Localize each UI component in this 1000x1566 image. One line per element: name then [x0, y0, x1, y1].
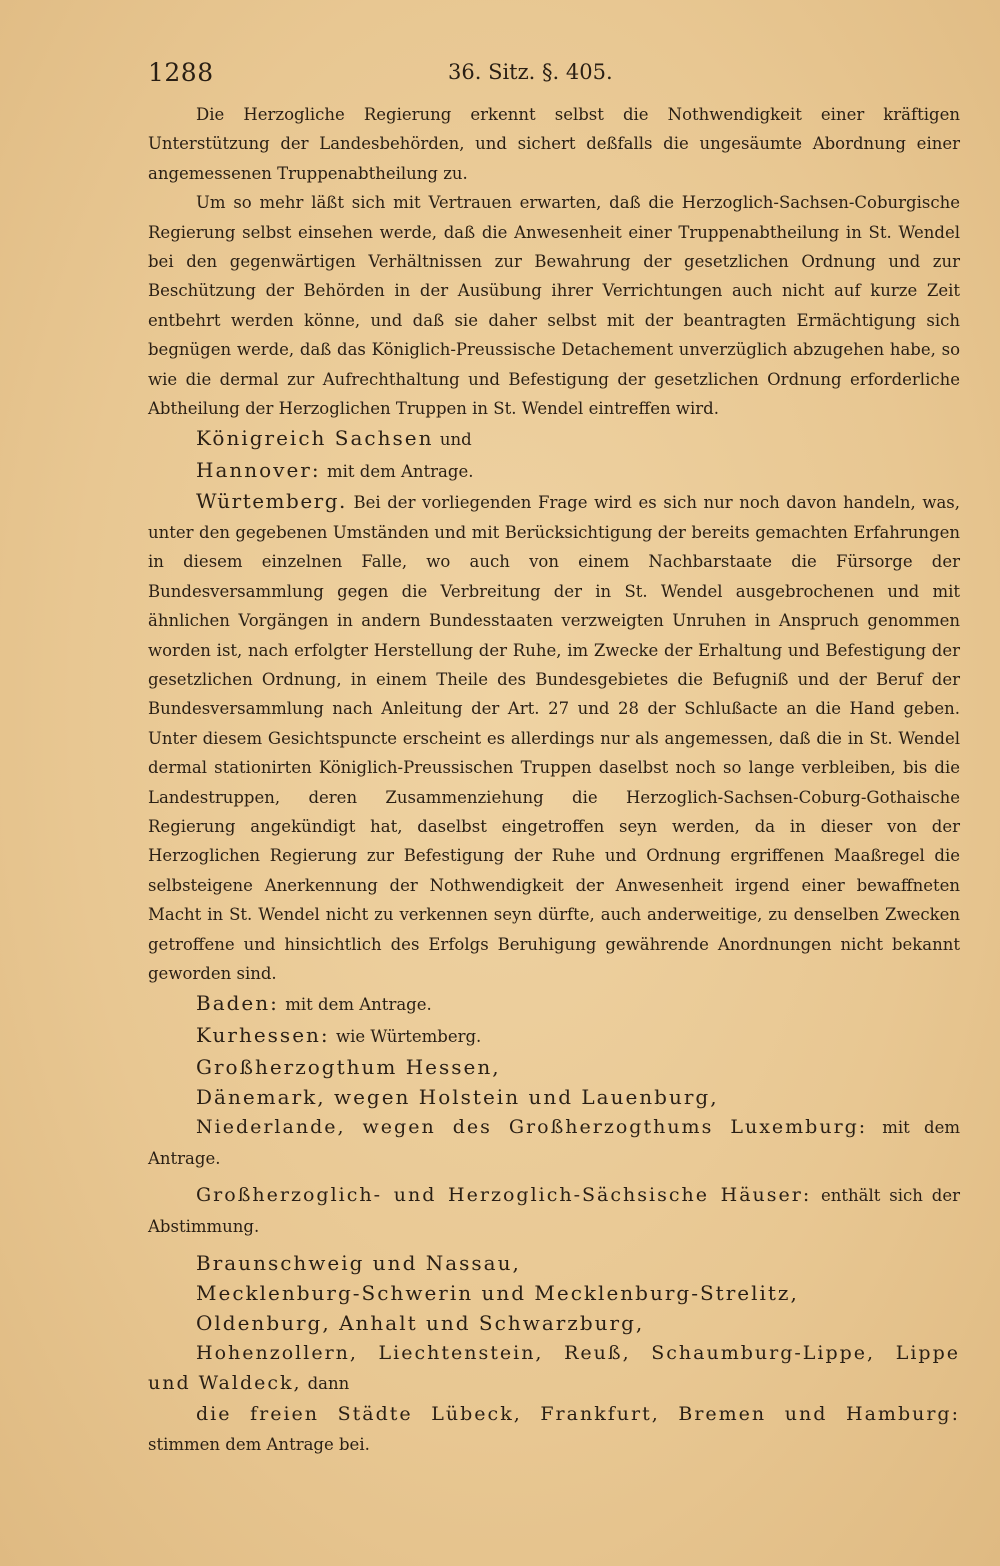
state-name: Dänemark, wegen Holstein und Lauenburg, [196, 1085, 719, 1110]
vote-wuertemberg [148, 487, 960, 988]
vote-niederlande [148, 1112, 960, 1174]
paragraph-2: Um so mehr läßt sich mit Vertrauen erwarten, daß die Herzoglich-Sachsen-Coburgische Regierung selbst einsehen werde, daß die Anwesenheit einer Truppenabtheilung in St. Wendel bei den gegenwärtigen Verhältnissen zur Bewahrung der gesetzlichen Ordnung und zur Beschützung der Behörden in der Ausübung ihrer Verrichtungen auch nicht auf kurze Zeit entbehrt werden könne, und daß sie daher selbst mit der beantragten Ermächtigung sich begnügen werde, daß das Königlich-Preussische Detachement unverzüglich abzugehen habe, so wie die dermal zur Aufrechthaltung und Befestigung der gesetzlichen Ordnung erforderliche Abtheilung der Herzoglichen Truppen in St. Wendel eintreffen wird. [148, 193, 960, 419]
vote-text: Bei der vorliegenden Frage wird es sich nur noch davon handeln, was, unter den gegebenen Umständen und mit Berücksichtigung der bereits gemachten Erfahrungen in diesem einzelnen Falle, wo auch von einem Nachbarstaate die Fürsorge der Bundesversammlung gegen die Verbreitung der in St. Wendel ausgebrochenen und mit ähnlichen Vorgängen in andern Bundesstaaten verzweigten Unruhen in Anspruch genommen worden ist, nach erfolgter Herstellung der Ruhe, im Zwecke der Erhaltung und Befestigung der gesetzlichen Ordnung, in einem Theile des Bundesgebietes die Befugniß und der Beruf der Bundesversammlung nach Anleitung der Art. 27 und 28 der Schlußacte an die Hand geben. Unter diesem Gesichtspuncte erscheint es allerdings nur als angemessen, daß die in St. Wendel dermal stationirten Königlich-Preussischen Truppen daselbst noch so lange verbleiben, bis die Landestruppen, deren Zusammenziehung die Herzoglich-Sachsen-Coburg-Gothaische Regierung angekündigt hat, daselbst eingetroffen seyn werden, da in dieser von der Herzoglichen Regierung zur Befestigung der Ruhe und Ordnung ergriffenen Maaßregel die selbsteigene Anerkennung der Nothwendigkeit der Anwesenheit irgend einer bewaffneten Macht in St. Wendel nicht zu verkennen seyn dürfte, auch anderweitige, zu denselben Zwecken getroffene und hinsichtlich des Erfolgs Beruhigung gewährende Anordnungen nicht bekannt geworden sind. [148, 493, 960, 983]
state-name: Oldenburg, Anhalt und Schwarzburg, [196, 1311, 645, 1336]
state-name: Niederlande, wegen des Großherzogthums Luxemburg: [196, 1116, 868, 1139]
vote-hohenzollern-etc [148, 1338, 960, 1399]
vote-saechsische-haeuser [148, 1180, 960, 1242]
vote-text: wie Würtemberg. [336, 1027, 482, 1047]
page-number: 1288 [148, 58, 214, 87]
state-name: Baden: [196, 991, 279, 1016]
vote-text: mit dem Antrage. [148, 1118, 960, 1169]
body-text [148, 100, 960, 1460]
state-name: die freien Städte Lübeck, Frankfurt, Bremen und Hamburg: [196, 1403, 960, 1426]
page-header [148, 58, 960, 94]
vote-hannover [148, 455, 960, 487]
vote-freie-staedte [148, 1399, 960, 1460]
state-name: Mecklenburg-Schwerin und Mecklenburg-Strelitz, [196, 1281, 799, 1306]
state-name: Großherzoglich- und Herzoglich-Sächsische Häuser: [196, 1184, 812, 1207]
vote-text: enthält sich der Abstimmung. [148, 1186, 960, 1237]
vote-text: mit dem Antrage. [326, 462, 474, 482]
vote-kurhessen [148, 1020, 960, 1052]
vote-daenemark [148, 1082, 960, 1112]
vote-text: und [439, 430, 472, 450]
vote-mecklenburg [148, 1278, 960, 1308]
state-name: Braunschweig und Nassau, [196, 1251, 521, 1276]
state-name: Hannover: [196, 458, 321, 483]
state-name: Königreich Sachsen [196, 426, 434, 451]
vote-text: stimmen dem Antrage bei. [148, 1435, 370, 1455]
vote-grossherzogthum-hessen [148, 1052, 960, 1082]
vote-koenigreich-sachsen [148, 423, 960, 455]
state-name: Großherzogthum Hessen, [196, 1055, 501, 1080]
vote-text: dann [307, 1374, 350, 1394]
vote-braunschweig-nassau [148, 1248, 960, 1278]
state-name: Würtemberg. [196, 489, 347, 514]
running-title: 36. Sitz. §. 405. [448, 60, 613, 84]
vote-oldenburg-anhalt-schwarzburg [148, 1308, 960, 1338]
state-name: Hohenzollern, Liechtenstein, Reuß, Schaumburg-Lippe, Lippe und Waldeck, [148, 1342, 960, 1395]
vote-text: mit dem Antrage. [285, 995, 432, 1015]
vote-baden [148, 988, 960, 1020]
paragraph-1: Die Herzogliche Regierung erkennt selbst die Nothwendigkeit einer kräftigen Unterstützung der Landesbehörden, und sichert deßfalls die ungesäumte Abordnung einer angemessenen Truppenabtheilung zu. [148, 105, 960, 183]
state-name: Kurhessen: [196, 1023, 330, 1048]
